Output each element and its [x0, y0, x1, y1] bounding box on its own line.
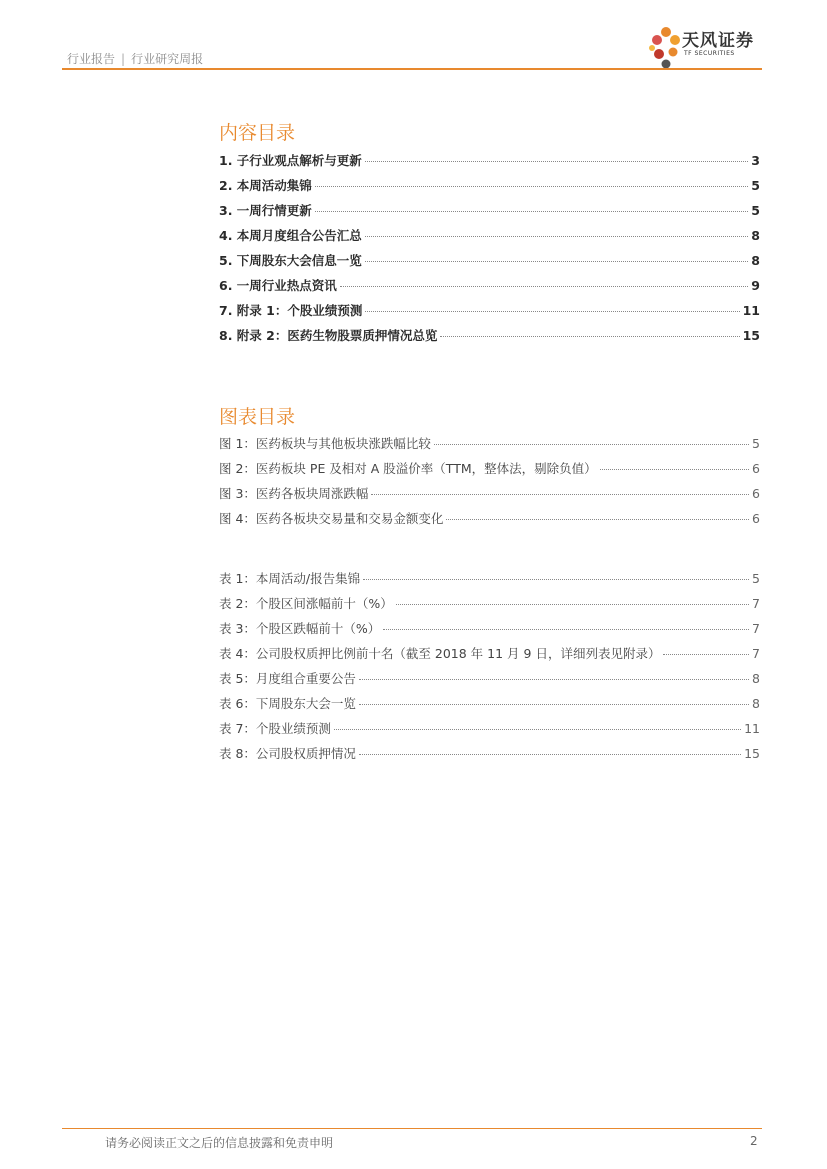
dot-leader [315, 186, 748, 187]
toc-entry-label: 表 1：本周活动/报告集锦 [219, 571, 361, 586]
toc-entry-label: 图 1：医药板块与其他板块涨跌幅比较 [219, 436, 431, 451]
toc-entry-page: 5 [751, 178, 760, 193]
toc-entry-page: 11 [744, 721, 760, 736]
toc-entry-label: 5. 下周股东大会信息一览 [219, 253, 362, 268]
toc-entry-label: 表 4：公司股权质押比例前十名（截至 2018 年 11 月 9 日，详细列表见附录） [219, 646, 661, 661]
dot-leader [383, 629, 749, 630]
toc-entry-label: 2. 本周活动集锦 [219, 178, 312, 193]
toc-entry-page: 9 [751, 278, 760, 293]
toc-entry-page: 11 [742, 303, 760, 318]
breadcrumb-separator: | [121, 52, 126, 66]
contents-list [219, 151, 760, 351]
dot-leader [396, 604, 749, 605]
toc-entry-label: 表 5：月度组合重要公告 [219, 671, 356, 686]
page-header [62, 0, 762, 70]
figure-entry[interactable] [219, 434, 760, 459]
figure-entry[interactable] [219, 459, 760, 484]
figures-title: 图表目录 [219, 406, 296, 428]
table-entry[interactable] [219, 694, 760, 719]
toc-entry-page: 7 [752, 646, 760, 661]
dot-leader [340, 286, 748, 287]
table-entry[interactable] [219, 744, 760, 769]
toc-entry-page: 15 [742, 328, 760, 343]
figure-entry[interactable] [219, 484, 760, 509]
dot-leader [365, 311, 739, 312]
table-entry[interactable] [219, 594, 760, 619]
toc-entry-label: 图 4：医药各板块交易量和交易金额变化 [219, 511, 444, 526]
toc-entry[interactable] [219, 326, 760, 351]
toc-entry-label: 7. 附录 1：个股业绩预测 [219, 303, 363, 318]
table-entry[interactable] [219, 669, 760, 694]
toc-entry-page: 7 [752, 596, 760, 611]
toc-entry-page: 15 [744, 746, 760, 761]
dot-leader [440, 336, 739, 337]
table-entry[interactable] [219, 569, 760, 594]
dot-leader [363, 579, 749, 580]
toc-entry[interactable] [219, 251, 760, 276]
toc-entry-label: 6. 一周行业热点资讯 [219, 278, 337, 293]
toc-entry[interactable] [219, 176, 760, 201]
table-entry[interactable] [219, 644, 760, 669]
logo-subtitle: TF SECURITIES [684, 50, 735, 57]
logo-wordmark: 天风证券 [682, 31, 754, 51]
company-logo [649, 24, 764, 70]
dot-leader [359, 704, 749, 705]
toc-entry[interactable] [219, 276, 760, 301]
toc-entry-label: 表 2：个股区间涨幅前十（%） [219, 596, 393, 611]
toc-entry-label: 表 3：个股区跌幅前十（%） [219, 621, 381, 636]
breadcrumb-report-type: 行业报告 [67, 52, 116, 66]
dot-leader [359, 679, 749, 680]
tables-list [219, 569, 760, 769]
toc-entry-label: 8. 附录 2：医药生物股票质押情况总览 [219, 328, 438, 343]
dot-leader [663, 654, 749, 655]
toc-entry-page: 6 [752, 486, 760, 501]
dot-leader [600, 469, 749, 470]
toc-entry[interactable] [219, 226, 760, 251]
table-entry[interactable] [219, 719, 760, 744]
toc-entry[interactable] [219, 201, 760, 226]
dot-leader [334, 729, 741, 730]
table-entry[interactable] [219, 619, 760, 644]
toc-entry-page: 8 [752, 696, 760, 711]
flower-logo-icon [649, 24, 683, 70]
dot-leader [365, 236, 748, 237]
toc-entry-page: 3 [751, 153, 760, 168]
contents-title: 内容目录 [219, 122, 296, 144]
dot-leader [365, 261, 748, 262]
footer-disclaimer: 请务必阅读正文之后的信息披露和免责申明 [105, 1136, 334, 1150]
toc-entry-page: 5 [752, 436, 760, 451]
page-number: 2 [750, 1134, 758, 1148]
toc-entry-label: 图 2：医药板块 PE 及相对 A 股溢价率（TTM，整体法，剔除负值） [219, 461, 597, 476]
toc-entry[interactable] [219, 301, 760, 326]
toc-entry-page: 5 [752, 571, 760, 586]
figures-list [219, 434, 760, 534]
toc-entry-page: 7 [752, 621, 760, 636]
toc-entry-label: 表 7：个股业绩预测 [219, 721, 331, 736]
dot-leader [365, 161, 748, 162]
figure-entry[interactable] [219, 509, 760, 534]
toc-entry-page: 8 [751, 228, 760, 243]
toc-entry-label: 表 8：公司股权质押情况 [219, 746, 356, 761]
footer-divider [62, 1128, 762, 1129]
toc-entry-label: 3. 一周行情更新 [219, 203, 312, 218]
toc-entry-page: 8 [751, 253, 760, 268]
dot-leader [315, 211, 748, 212]
dot-leader [371, 494, 749, 495]
toc-entry-page: 6 [752, 461, 760, 476]
dot-leader [434, 444, 749, 445]
toc-entry[interactable] [219, 151, 760, 176]
breadcrumb-report-subtype: 行业研究周报 [131, 52, 204, 66]
toc-entry-label: 表 6：下周股东大会一览 [219, 696, 356, 711]
toc-entry-label: 4. 本周月度组合公告汇总 [219, 228, 362, 243]
toc-entry-page: 8 [752, 671, 760, 686]
toc-entry-label: 1. 子行业观点解析与更新 [219, 153, 362, 168]
toc-entry-page: 5 [751, 203, 760, 218]
header-divider [62, 68, 762, 70]
dot-leader [446, 519, 749, 520]
dot-leader [359, 754, 741, 755]
breadcrumb [67, 50, 203, 67]
toc-entry-label: 图 3：医药各板块周涨跌幅 [219, 486, 369, 501]
toc-entry-page: 6 [752, 511, 760, 526]
